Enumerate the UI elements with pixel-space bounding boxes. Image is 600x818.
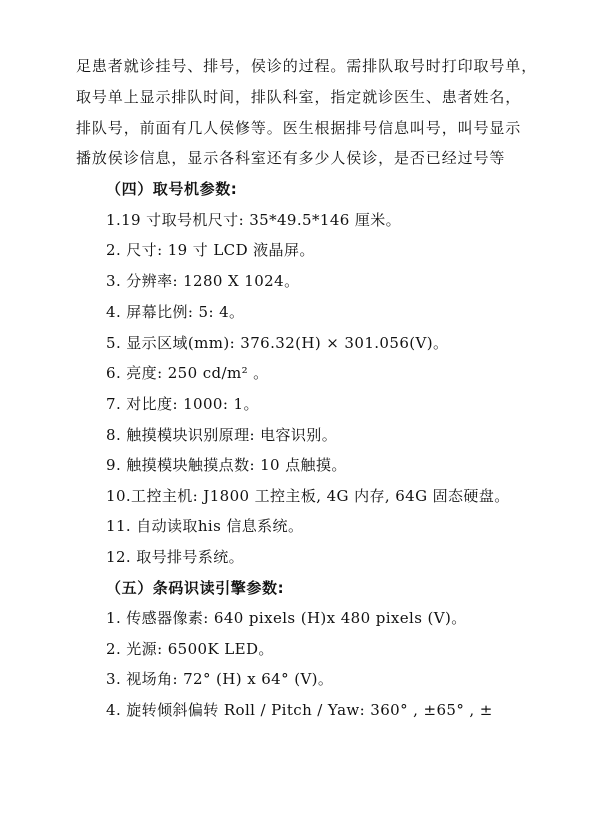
spec-item-3: 3. 分辨率: 1280 X 1024。: [106, 272, 300, 290]
spec-item-5: 5. 显示区域(mm): 376.32(H) × 301.056(V)。: [106, 334, 449, 352]
paragraph-line-4: 播放侯诊信息，显示各科室还有多少人侯诊，是否已经过号等: [76, 149, 506, 167]
spec-item-12: 12. 取号排号系统。: [106, 548, 245, 566]
section-heading-barcode-engine: （五）条码识读引擎参数:: [106, 579, 285, 597]
paragraph-line-3: 排队号，前面有几人侯修等。医生根据排号信息叫号，叫号显示: [76, 119, 522, 137]
paragraph-line-2: 取号单上显示排队时间，排队科室，指定就诊医生、患者姓名，: [76, 88, 522, 106]
spec-item-11: 11. 自动读取his 信息系统。: [106, 517, 304, 535]
spec-item-6: 6. 亮度: 250 cd/m² 。: [106, 364, 269, 382]
spec-item-4: 4. 屏幕比例: 5: 4。: [106, 303, 245, 321]
spec-item-8: 8. 触摸模块识别原理: 电容识别。: [106, 426, 338, 444]
engine-spec-item-1: 1. 传感器像素: 640 pixels (H)x 480 pixels (V)。: [106, 609, 467, 627]
section-heading-ticket-machine: （四）取号机参数:: [106, 180, 238, 198]
engine-spec-item-3: 3. 视场角: 72° (H) x 64° (V)。: [106, 670, 334, 688]
spec-item-9: 9. 触摸模块触摸点数: 10 点触摸。: [106, 456, 347, 474]
spec-item-2: 2. 尺寸: 19 寸 LCD 液晶屏。: [106, 241, 315, 259]
engine-spec-item-2: 2. 光源: 6500K LED。: [106, 640, 274, 658]
engine-spec-item-4: 4. 旋转倾斜偏转 Roll / Pitch / Yaw: 360° , ±65° , ±: [106, 701, 493, 719]
spec-item-10: 10.工控主机: J1800 工控主板, 4G 内存, 64G 固态硬盘。: [106, 487, 510, 505]
spec-item-7: 7. 对比度: 1000: 1。: [106, 395, 259, 413]
paragraph-line-1: 足患者就诊挂号、排号，侯诊的过程。需排队取号时打印取号单，: [76, 57, 538, 75]
spec-item-1: 1.19 寸取号机尺寸: 35*49.5*146 厘米。: [106, 211, 402, 229]
